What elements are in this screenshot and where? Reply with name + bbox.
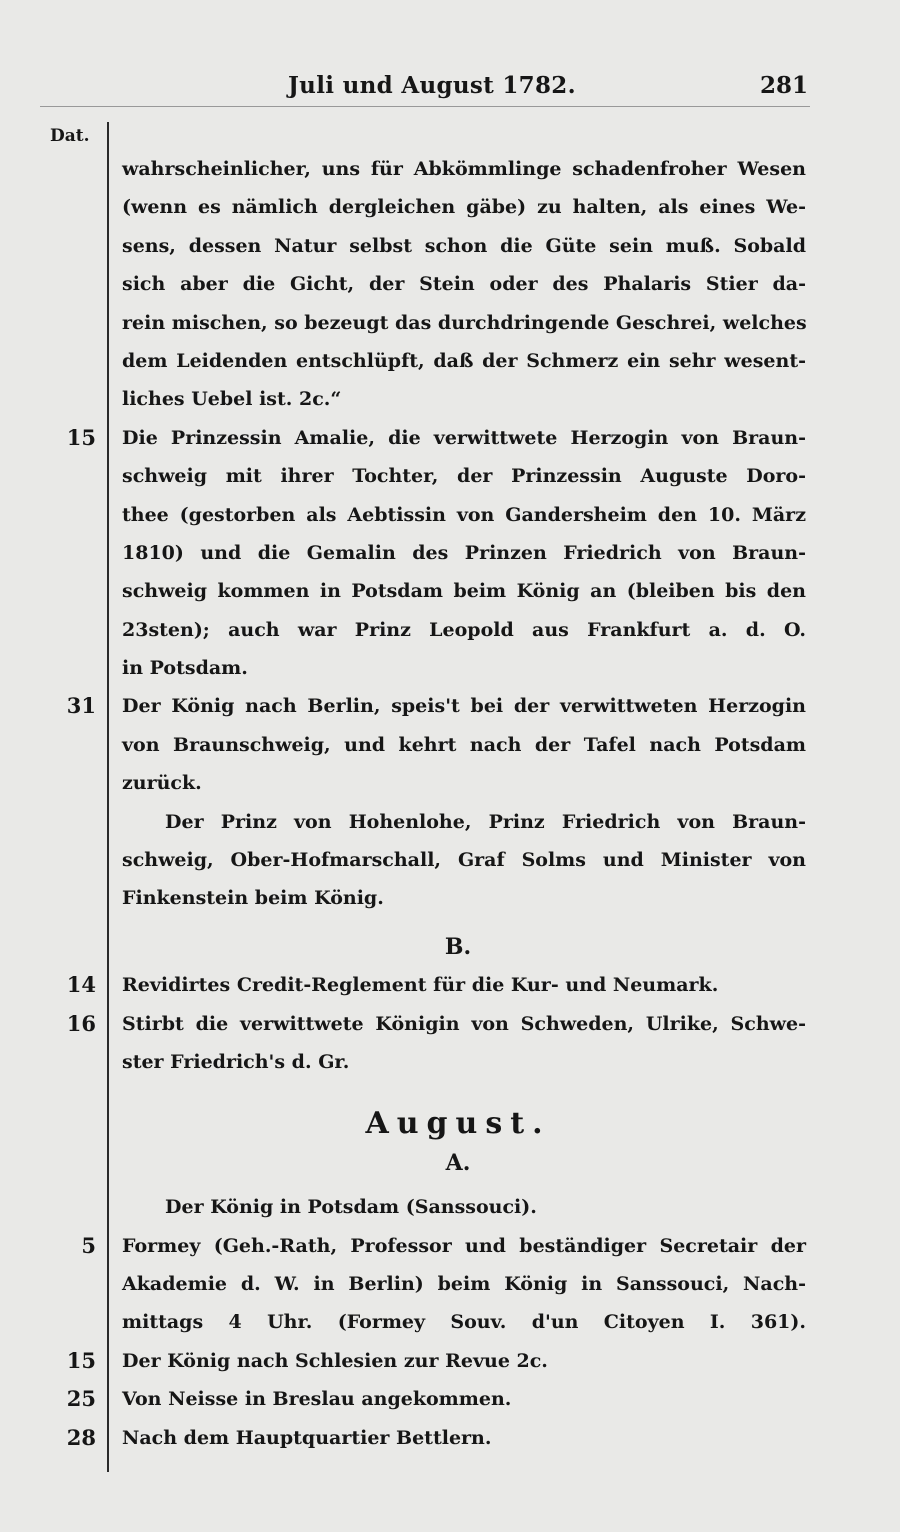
line-text: dem Leidenden entschlüpft, daß der Schmerz ein sehr wesent- [122, 349, 806, 372]
text-line [0, 419, 900, 457]
date-number: 16 [66, 1010, 96, 1036]
text-line [0, 1005, 900, 1043]
line-text: Der Prinz von Hohenlohe, Prinz Friedrich von Braun- [165, 810, 806, 833]
date-column-label: Dat. [50, 126, 90, 146]
line-text: Akademie d. W. in Berlin) beim König in Sanssouci, Nach- [122, 1272, 806, 1295]
heading-text: B. [444, 933, 472, 960]
text-line [0, 572, 900, 610]
line-text: Finkenstein beim König. [122, 887, 384, 910]
text-line [0, 342, 900, 380]
text-line [0, 726, 900, 764]
text-line [0, 1227, 900, 1265]
text-line [0, 1188, 900, 1226]
date-number: 28 [66, 1424, 96, 1450]
line-text: thee (gestorben als Aebtissin von Gandersheim den 10. März [122, 503, 806, 526]
text-line [0, 1419, 900, 1457]
header-rule [40, 106, 810, 107]
text-line [0, 1303, 900, 1341]
line-text: (wenn es nämlich dergleichen gäbe) zu halten, als eines We- [122, 196, 806, 219]
heading-text: A. [445, 1149, 471, 1176]
line-text: schweig, Ober-Hofmarschall, Graf Solms und Minister von [122, 849, 806, 872]
running-title: Juli und August 1782. [288, 72, 576, 99]
page-body [0, 150, 900, 1457]
section-heading-b [0, 928, 900, 966]
text-line [0, 611, 900, 649]
date-number: 31 [66, 693, 96, 719]
line-text: wahrscheinlicher, uns für Abkömmlinge schadenfroher Wesen [122, 158, 806, 180]
line-text: Revidirtes Credit-Reglement für die Kur- und Neumark. [122, 974, 719, 997]
text-line [0, 841, 900, 879]
text-line [0, 687, 900, 725]
line-text: von Braunschweig, und kehrt nach der Tafel nach Potsdam [122, 733, 806, 756]
line-text: Der König in Potsdam (Sanssouci). [165, 1196, 537, 1219]
text-line [0, 304, 900, 342]
text-line [0, 1265, 900, 1303]
date-number: 25 [66, 1386, 96, 1412]
text-line [0, 879, 900, 917]
text-line [0, 265, 900, 303]
text-line [0, 150, 900, 188]
date-number: 5 [81, 1232, 96, 1258]
text-line [0, 380, 900, 418]
text-line [0, 649, 900, 687]
line-text: Stirbt die verwittwete Königin von Schweden, Ulrike, Schwe- [122, 1012, 806, 1035]
line-text: mittags 4 Uhr. (Formey Souv. d'un Citoyen I. 361). [122, 1311, 806, 1334]
date-number: 14 [66, 972, 96, 998]
line-text: Der König nach Berlin, speis't bei der verwittweten Herzogin [122, 695, 806, 718]
text-line [0, 803, 900, 841]
line-text: Nach dem Hauptquartier Bettlern. [122, 1426, 492, 1449]
line-text: schweig kommen in Potsdam beim König an (bleiben bis den [122, 580, 806, 603]
line-text: Von Neisse in Breslau angekommen. [122, 1388, 512, 1411]
text-line [0, 534, 900, 572]
line-text: liches Uebel ist. 2c.“ [122, 388, 342, 411]
text-line [0, 1043, 900, 1081]
line-text: sens, dessen Natur selbst schon die Güte sein muß. Sobald [122, 234, 806, 257]
text-line [0, 764, 900, 802]
line-text: sich aber die Gicht, der Stein oder des Phalaris Stier da- [122, 273, 806, 296]
line-text: 23sten); auch war Prinz Leopold aus Frankfurt a. d. O. [122, 618, 806, 641]
line-text: schweig mit ihrer Tochter, der Prinzessin Auguste Doro- [122, 465, 806, 488]
text-line [0, 966, 900, 1004]
text-line [0, 457, 900, 495]
line-text: rein mischen, so bezeugt das durchdringende Geschrei, welches [122, 311, 807, 334]
heading-text: August. [365, 1106, 551, 1142]
line-text: in Potsdam. [122, 657, 248, 680]
line-text: ster Friedrich's d. Gr. [122, 1050, 350, 1073]
text-line [0, 1380, 900, 1418]
date-number: 15 [66, 424, 96, 450]
month-heading [0, 1105, 900, 1143]
text-line [0, 188, 900, 226]
page-number: 281 [760, 72, 809, 99]
line-text: zurück. [122, 772, 202, 795]
line-text: 1810) und die Gemalin des Prinzen Friedrich von Braun- [122, 541, 806, 564]
line-text: Der König nach Schlesien zur Revue 2c. [122, 1349, 548, 1372]
line-text: Die Prinzessin Amalie, die verwittwete Herzogin von Braun- [122, 426, 806, 449]
date-number: 15 [66, 1347, 96, 1373]
line-text: Formey (Geh.-Rath, Professor und beständiger Secretair der [122, 1234, 806, 1257]
text-line [0, 227, 900, 265]
text-line [0, 1342, 900, 1380]
section-heading-a [0, 1144, 900, 1182]
text-line [0, 496, 900, 534]
